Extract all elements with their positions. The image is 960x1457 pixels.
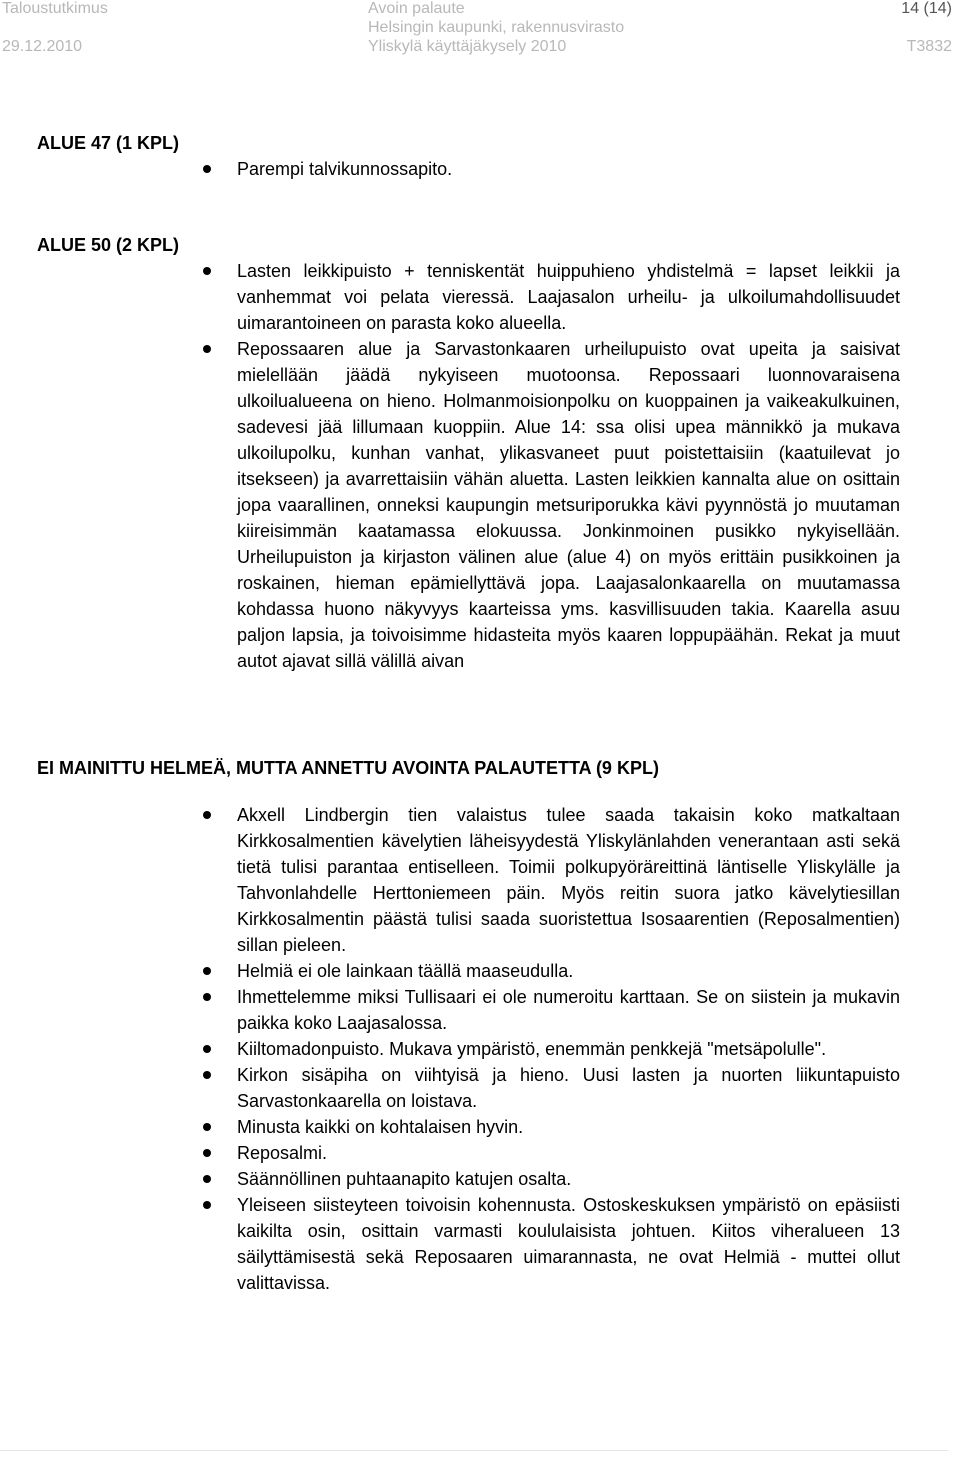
- list-item-text: Helmiä ei ole lainkaan täällä maaseudulla.: [237, 961, 574, 981]
- company-name: Taloustutkimus: [2, 0, 108, 17]
- project-code: T3832: [906, 38, 952, 55]
- list-item: [0, 984, 900, 1036]
- bullet-icon: [203, 1175, 211, 1183]
- section-heading: ALUE 50 (2 KPL): [37, 235, 180, 255]
- section-heading: EI MAINITTU HELMEÄ, MUTTA ANNETTU AVOINTA PALAUTETTA (9 KPL): [37, 758, 659, 778]
- list-item-text: Lasten leikkipuisto + tenniskentät huippuhieno yhdistelmä = lapset leikkii ja vanhemmat voi pelata vieressä. Laajasalon urheilu- ja ulkoilumahdollisuudet uimarantoineen on parasta koko alueella.: [237, 261, 900, 333]
- list-item: [0, 802, 900, 958]
- page-header: [0, 0, 960, 60]
- client-name: Helsingin kaupunki, rakennusvirasto: [368, 19, 625, 36]
- bullet-icon: [203, 1149, 211, 1157]
- list-item-text: Parempi talvikunnossapito.: [237, 159, 453, 179]
- bullet-icon: [203, 811, 211, 819]
- bullet-icon: [203, 1045, 211, 1053]
- list-item-text: Akxell Lindbergin tien valaistus tulee saada takaisin koko matkaltaan Kirkkosalmentien kävelytien läheisyydestä Yliskylänlahden venerantaan asti sekä tietä tulisi parantaa entiselleen. Toimii polkupyöräreittinä läntiselle Yliskylälle ja Tahvonlahdelle Herttoniemeen päin. Myös reitin suora jatko kävelytiesillan Kirkkosalmentin päästä tulisi saada suoristettua Isosaarentien (Reposalmentien) sillan pieleen.: [237, 805, 900, 955]
- report-type: Avoin palaute: [368, 0, 465, 17]
- list-item: [0, 1140, 900, 1166]
- list-item: [0, 1114, 900, 1140]
- list-item-text: Yleiseen siisteyteen toivoisin kohennusta. Ostoskeskuksen ympäristö on epäsiisti kaikilta osin, osittain varmasti koululaisista johtuen. Kiitos viheralueen 13 säilyttämisestä sekä Reposaaren uimarannasta, ne ovat Helmiä - muttei ollut valittavissa.: [237, 1195, 900, 1293]
- list-item-text: Kiiltomadonpuisto. Mukava ympäristö, enemmän penkkejä "metsäpolulle".: [237, 1039, 827, 1059]
- report-date: 29.12.2010: [2, 38, 83, 55]
- list-item: [0, 958, 900, 984]
- list-item: [0, 1192, 900, 1296]
- list-item-text: Säännöllinen puhtaanapito katujen osalta.: [237, 1169, 572, 1189]
- footer-divider: [0, 1450, 948, 1451]
- list-item: [0, 1036, 900, 1062]
- section-list: [0, 802, 900, 1296]
- bullet-icon: [203, 267, 211, 275]
- bullet-icon: [203, 1071, 211, 1079]
- list-item: [0, 1062, 900, 1114]
- survey-name: Yliskylä käyttäjäkysely 2010: [368, 38, 567, 55]
- bullet-icon: [203, 993, 211, 1001]
- bullet-icon: [203, 1201, 211, 1209]
- section-list: [0, 156, 900, 182]
- section-heading: ALUE 47 (1 KPL): [37, 133, 180, 153]
- bullet-icon: [203, 1123, 211, 1131]
- section-list: [0, 258, 900, 674]
- list-item: [0, 156, 900, 182]
- list-item: [0, 258, 900, 336]
- list-item-text: Ihmettelemme miksi Tullisaari ei ole numeroitu karttaan. Se on siistein ja mukavin paikka koko Laajasalossa.: [237, 987, 900, 1033]
- bullet-icon: [203, 165, 211, 173]
- list-item-text: Reposalmi.: [237, 1143, 328, 1163]
- page-number: 14 (14): [901, 0, 952, 17]
- list-item-text: Repossaaren alue ja Sarvastonkaaren urheilupuisto ovat upeita ja saisivat mielellään jäädä nykyiseen muotoonsa. Repossaari luonnovaraisena ulkoilualueena on hieno. Holmanmoisionpolku on kuoppainen ja vaikeakulkuinen, sadevesi jää lillumaan kuoppiin. Alue 14: ssa olisi upea männikkö ja mukava ulkoilupolku, kunhan vanhat, ylikasvaneet puut poistettaisiin (kaatuilevat jo itsekseen) ja avarrettaisiin vähän aluetta. Lasten leikkien kannalta alue on osittain jopa vaarallinen, onneksi kaupungin metsuriporukka kävi pyynnöstä jo muutaman kiireisimmän kaatamassa elokuussa. Jonkinmoinen pusikko nykyisellään. Urheilupuiston ja kirjaston välinen alue (alue 4) on myös erittäin pusikkoinen ja roskainen, hieman epämiellyttävä jopa. Laajasalonkaarella on muutamassa kohdassa huono näkyvyys kaarteissa yms. kasvillisuuden takia. Kaarella asuu paljon lapsia, ja toivoisimme hidasteita myös kaaren loppupäähän. Rekat ja muut autot ajavat sillä välillä aivan: [237, 339, 900, 671]
- list-item-text: Kirkon sisäpiha on viihtyisä ja hieno. Uusi lasten ja nuorten liikuntapuisto Sarvastonkaarella on loistava.: [237, 1065, 900, 1111]
- list-item: [0, 1166, 900, 1192]
- bullet-icon: [203, 345, 211, 353]
- list-item-text: Minusta kaikki on kohtalaisen hyvin.: [237, 1117, 524, 1137]
- bullet-icon: [203, 967, 211, 975]
- list-item: [0, 336, 900, 674]
